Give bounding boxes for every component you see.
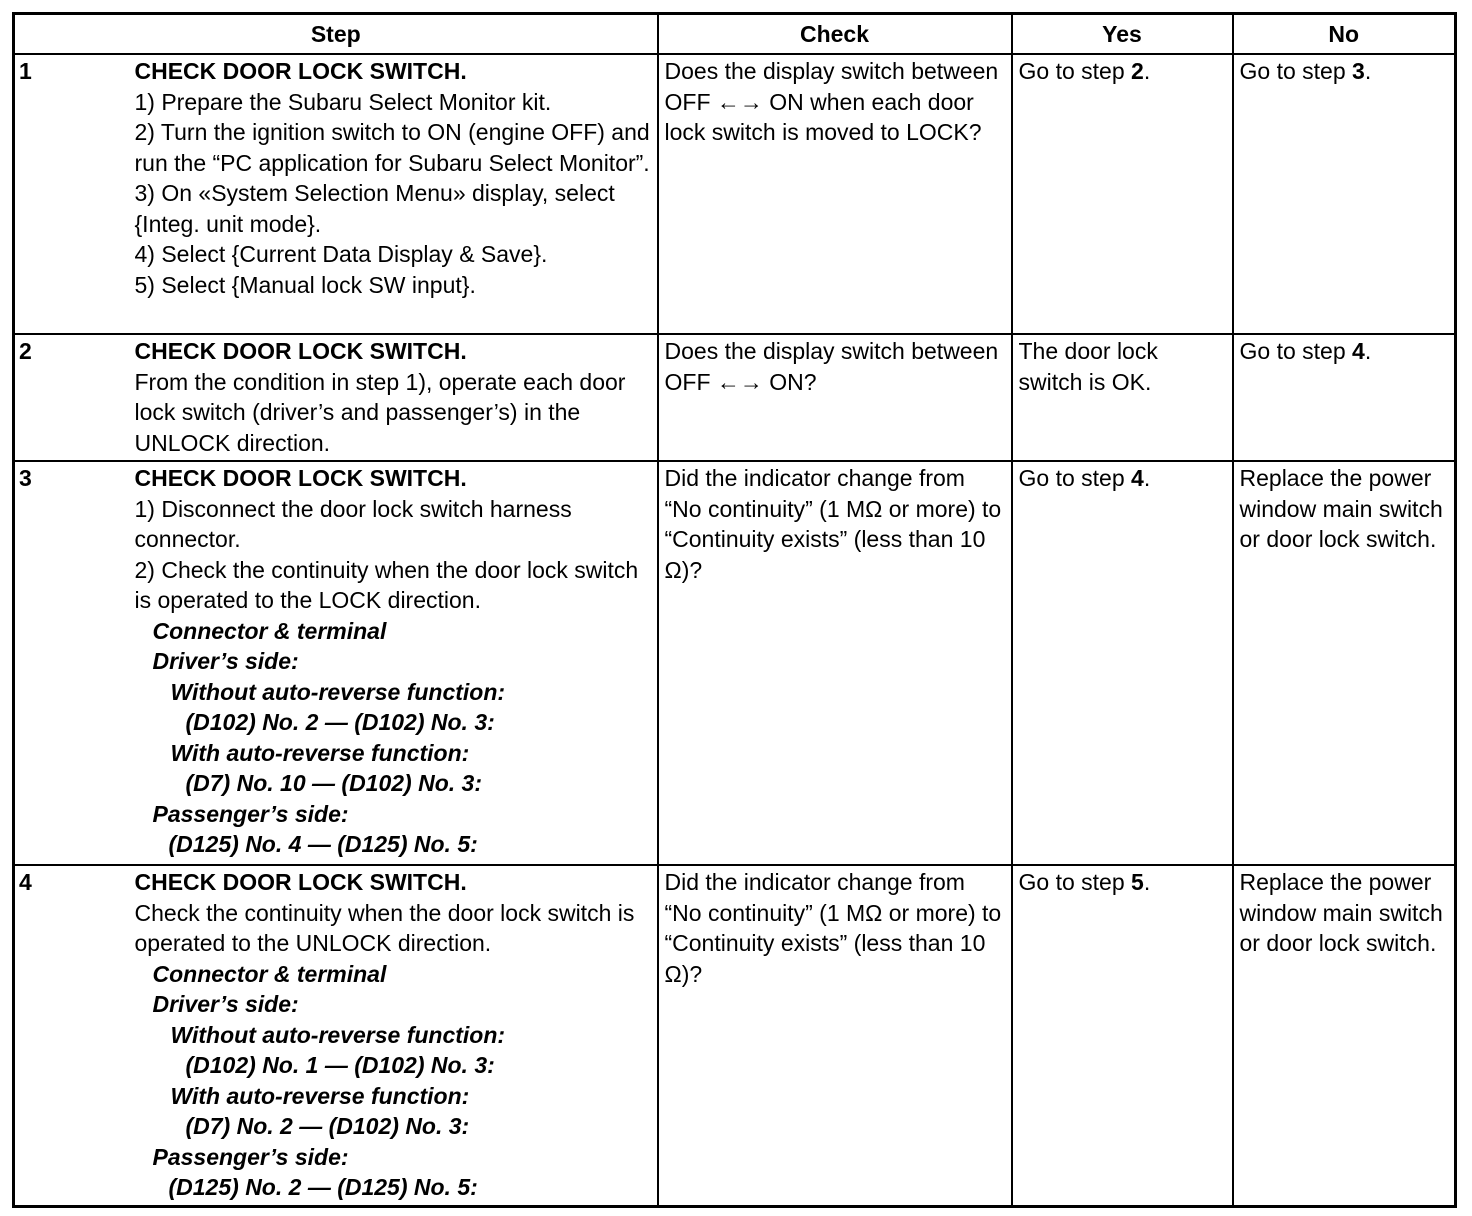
no-cell [1233, 54, 1456, 334]
table-row [14, 54, 1456, 334]
spec-terminals: (D102) No. 2 — (D102) No. 3: [185, 709, 495, 735]
header-check: Check [658, 14, 1012, 55]
step-title: CHECK DOOR LOCK SWITCH. [134, 338, 467, 364]
no-cell [1233, 334, 1456, 461]
no-end: . [1364, 338, 1372, 364]
header-yes: Yes [1012, 14, 1233, 55]
spec-variant: Without auto-reverse function: [170, 678, 506, 705]
no-text: Go to step [1239, 58, 1353, 84]
spec-variant: With auto-reverse function: [170, 739, 470, 766]
table-row [14, 461, 1456, 865]
yes-text: Go to step [1018, 869, 1132, 895]
spec-heading: Connector & terminal [152, 617, 387, 644]
step-line: From the condition in step 1), operate each door lock switch (driver’s and passenger’s) in the UNLOCK direction. [134, 368, 626, 456]
step-line: 1) Disconnect the door lock switch harness connector. [134, 495, 572, 552]
step-number: 3 [14, 461, 135, 865]
step-line: 2) Turn the ignition switch to ON (engine OFF) and run the “PC application for Subaru Select Monitor”. [134, 119, 650, 176]
spec-variant: Without auto-reverse function: [170, 1021, 506, 1048]
no-cell: Replace the power window main switch or door lock switch. [1233, 461, 1456, 865]
header-step: Step [14, 14, 658, 55]
spec-side: Passenger’s side: [152, 800, 349, 827]
check-cell: Did the indicator change from “No continuity” (1 MΩ or more) to “Continuity exists” (less than 10 Ω)? [658, 865, 1012, 1206]
table-row [14, 334, 1456, 461]
no-step-ref: 3 [1352, 58, 1365, 84]
step-title: CHECK DOOR LOCK SWITCH. [134, 869, 467, 895]
yes-end: . [1143, 869, 1151, 895]
spec-side: Passenger’s side: [152, 1143, 349, 1170]
yes-step-ref: 4 [1131, 465, 1144, 491]
step-content [135, 461, 658, 865]
yes-text: Go to step [1018, 465, 1132, 491]
spec-terminals: (D7) No. 2 — (D102) No. 3: [185, 1113, 470, 1139]
no-end: . [1364, 58, 1372, 84]
step-line: Check the continuity when the door lock switch is operated to the UNLOCK direction. [134, 899, 635, 956]
step-content [135, 334, 658, 461]
step-title: CHECK DOOR LOCK SWITCH. [134, 465, 467, 491]
spec-terminals: (D102) No. 1 — (D102) No. 3: [185, 1052, 495, 1078]
no-step-ref: 4 [1352, 338, 1365, 364]
step-number: 4 [14, 865, 135, 1206]
step-number: 1 [14, 54, 135, 334]
yes-cell [1012, 865, 1233, 1206]
spec-side: Driver’s side: [152, 648, 299, 674]
step-content [135, 54, 658, 334]
yes-end: . [1143, 465, 1151, 491]
spec-variant: With auto-reverse function: [170, 1082, 470, 1109]
yes-cell [1012, 54, 1233, 334]
step-content [135, 865, 658, 1206]
step-line: 2) Check the continuity when the door lock switch is operated to the LOCK direction. [134, 556, 639, 613]
step-line: 3) On «System Selection Menu» display, select {Integ. unit mode}. [134, 180, 615, 237]
step-number: 2 [14, 334, 135, 461]
spec-terminals: (D125) No. 4 — (D125) No. 5: [168, 831, 478, 857]
yes-step-ref: 5 [1131, 869, 1144, 895]
header-row [14, 14, 1456, 55]
spec-heading: Connector & terminal [152, 960, 387, 987]
step-title: CHECK DOOR LOCK SWITCH. [134, 58, 467, 84]
spec-terminals: (D7) No. 10 — (D102) No. 3: [185, 770, 482, 796]
yes-cell: The door lock switch is OK. [1012, 334, 1233, 461]
check-cell: Does the display switch between OFF ←→ ON when each door lock switch is moved to LOCK? [658, 54, 1012, 334]
spec-side: Driver’s side: [152, 991, 299, 1017]
yes-text: Go to step [1018, 58, 1132, 84]
step-line: 5) Select {Manual lock SW input}. [134, 271, 476, 298]
header-no: No [1233, 14, 1456, 55]
no-text: Go to step [1239, 338, 1353, 364]
check-cell: Did the indicator change from “No continuity” (1 MΩ or more) to “Continuity exists” (less than 10 Ω)? [658, 461, 1012, 865]
table-row [14, 865, 1456, 1206]
yes-end: . [1143, 58, 1151, 84]
step-line: 1) Prepare the Subaru Select Monitor kit. [134, 88, 552, 115]
spec-terminals: (D125) No. 2 — (D125) No. 5: [168, 1174, 478, 1200]
diagnostic-table [12, 12, 1457, 1208]
no-cell: Replace the power window main switch or door lock switch. [1233, 865, 1456, 1206]
check-cell: Does the display switch between OFF ←→ ON? [658, 334, 1012, 461]
yes-step-ref: 2 [1131, 58, 1144, 84]
step-line: 4) Select {Current Data Display & Save}. [134, 241, 548, 267]
yes-cell [1012, 461, 1233, 865]
